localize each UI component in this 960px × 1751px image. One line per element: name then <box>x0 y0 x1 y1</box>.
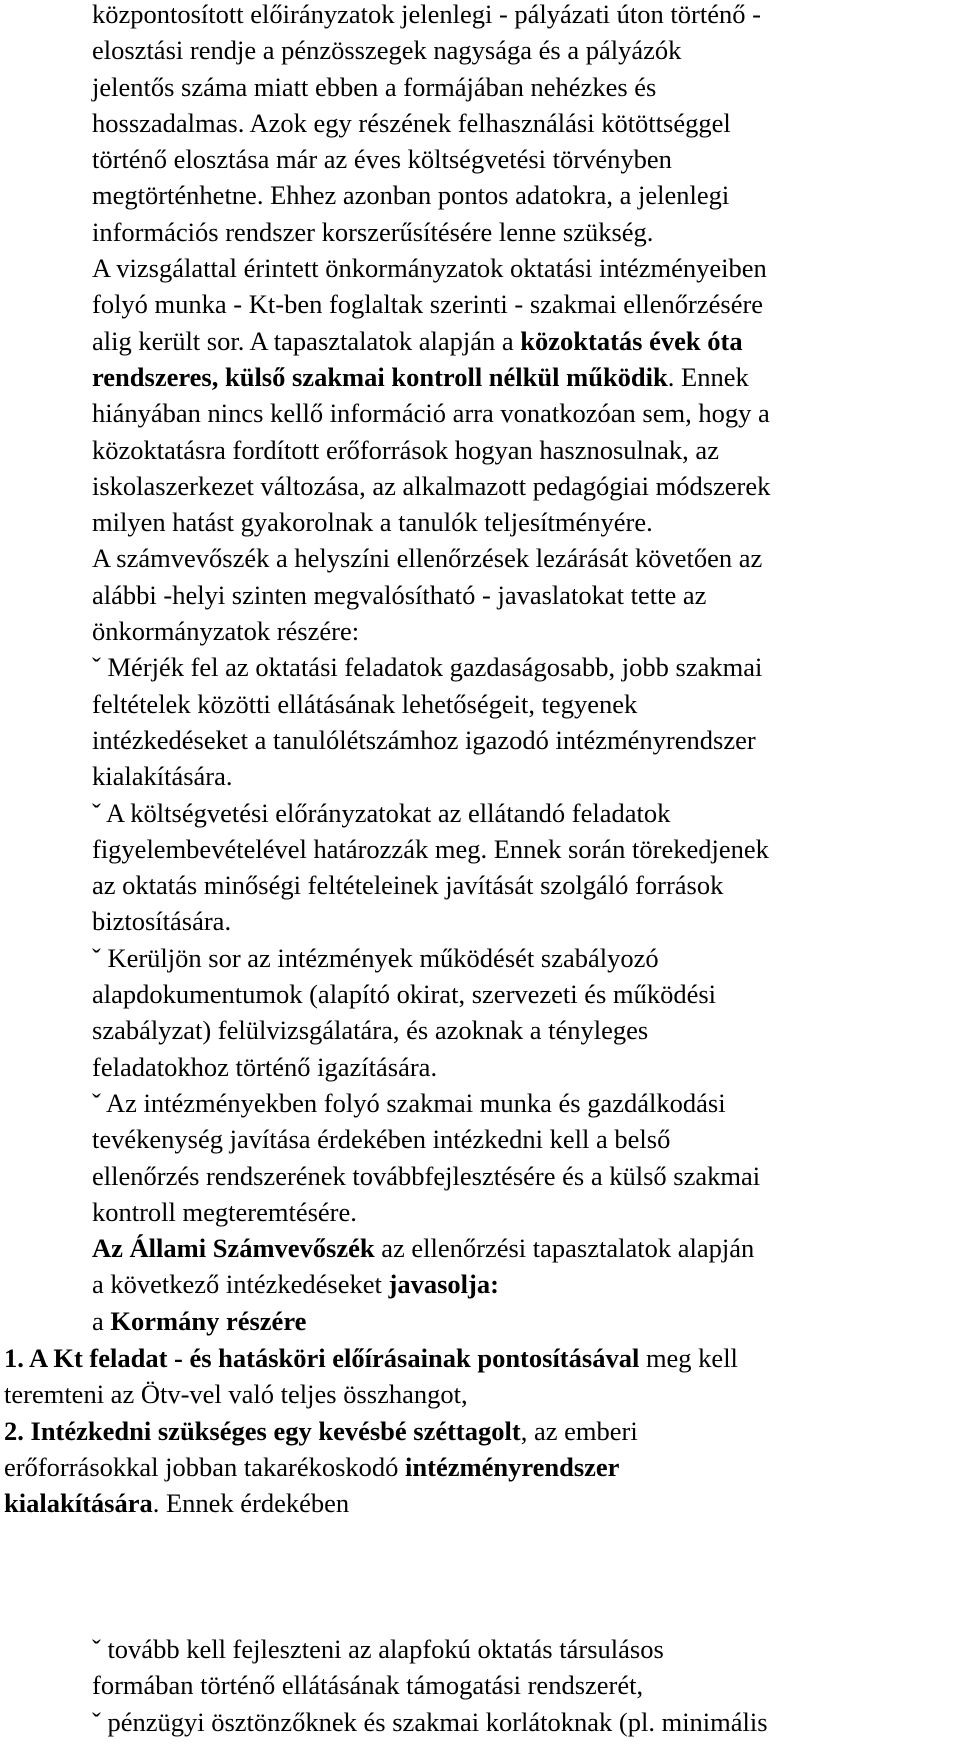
text-line <box>92 69 770 105</box>
text-run: teremteni az Ötv-vel való teljes összhangot, <box>4 1379 468 1410</box>
text-line <box>92 105 770 141</box>
text-line <box>92 0 770 32</box>
text-run: . Ennek érdekében <box>152 1488 350 1519</box>
text-line <box>4 1376 738 1412</box>
text-line <box>92 540 770 576</box>
text-line <box>92 831 770 867</box>
text-line <box>92 649 770 685</box>
text-line <box>92 1230 770 1266</box>
text-run: ˇ pénzügyi ösztönzőknek és szakmai korlátoknak (pl. minimális <box>92 1706 768 1737</box>
text-line <box>92 1085 770 1121</box>
text-line <box>92 177 770 213</box>
text-line <box>92 903 770 939</box>
text-run: az oktatás minőségi feltételeinek javítását szolgáló források <box>92 870 724 901</box>
text-run: milyen hatást gyakorolnak a tanulók teljesítményére. <box>92 507 653 538</box>
text-line <box>92 613 770 649</box>
text-run: hiányában nincs kellő információ arra vonatkozóan sem, hogy a <box>92 398 770 429</box>
text-run: A számvevőszék a helyszíni ellenőrzések lezárását követően az <box>92 543 763 574</box>
text-run: jelentős száma miatt ebben a formájában nehézkes és <box>92 71 657 102</box>
text-run: ˇ A költségvetési előrányzatokat az ellátandó feladatok <box>92 797 671 828</box>
text-run: közoktatásra fordított erőforrások hogyan hasznosulnak, az <box>92 434 719 465</box>
text-line <box>92 722 770 758</box>
text-run: hosszadalmas. Azok egy részének felhasználási kötöttséggel <box>92 107 731 138</box>
text-line <box>92 468 770 504</box>
text-run: kialakítására. <box>92 761 233 792</box>
text-line <box>92 1012 770 1048</box>
text-run: alábbi -helyi szinten megvalósítható - javaslatokat tette az <box>92 579 707 610</box>
text-line <box>92 1158 770 1194</box>
text-line <box>4 1340 738 1376</box>
text-line <box>92 795 770 831</box>
text-line <box>92 976 770 1012</box>
text-line <box>92 758 770 794</box>
text-run: folyó munka - Kt-ben foglaltak szerinti - szakmai ellenőrzésére <box>92 289 764 320</box>
text-run: alapdokumentumok (alapító okirat, szervezeti és működési <box>92 979 717 1010</box>
text-line <box>92 1194 770 1230</box>
text-run: kontroll megteremtésére. <box>92 1196 357 1227</box>
text-run: intézkedéseket a tanulólétszámhoz igazodó intézményrendszer <box>92 724 756 755</box>
text-run: meg kell <box>639 1343 738 1373</box>
bold-text: rendszeres, külső szakmai kontroll nélkül működik <box>92 361 668 392</box>
recommendation-sublist <box>0 1631 768 1740</box>
text-line <box>4 1485 738 1521</box>
bold-text: 1. A Kt feladat - és hatásköri előírásainak pontosításával <box>4 1343 640 1373</box>
text-run: a <box>92 1305 111 1336</box>
text-line <box>92 686 770 722</box>
bold-text: Az Állami Számvevőszék <box>92 1233 375 1264</box>
text-run: megtörténhetne. Ehhez azonban pontos adatokra, a jelenlegi <box>92 180 730 211</box>
text-line <box>92 867 770 903</box>
text-run: formában történő ellátásának támogatási rendszerét, <box>92 1670 644 1701</box>
text-line <box>92 940 770 976</box>
text-run: biztosítására. <box>92 906 232 937</box>
text-line <box>92 1049 770 1085</box>
text-line <box>92 1121 770 1157</box>
text-line <box>4 1449 738 1485</box>
bold-text: közoktatás évek óta <box>520 325 743 356</box>
text-run: tevékenység javítása érdekében intézkedni kell a belső <box>92 1124 671 1155</box>
text-line <box>92 1631 768 1667</box>
text-run: figyelembevételével határozzák meg. Ennek során törekedjenek <box>92 833 769 864</box>
text-run: ellenőrzés rendszerének továbbfejlesztésére és a külső szakmai <box>92 1160 761 1191</box>
text-run: ˇ Kerüljön sor az intézmények működését szabályozó <box>92 942 659 973</box>
text-line <box>92 1266 770 1302</box>
text-run: a következő intézkedéseket <box>92 1269 389 1300</box>
text-run: feladatokhoz történő igazítására. <box>92 1051 438 1082</box>
text-line <box>92 1303 770 1339</box>
text-run: szabályzat) felülvizsgálatára, és azoknak a tényleges <box>92 1015 649 1046</box>
bold-text: javasolja: <box>388 1269 499 1300</box>
text-run: ˇ tovább kell fejleszteni az alapfokú oktatás társulásos <box>92 1634 664 1664</box>
bold-text: 2. Intézkedni szükséges egy kevésbé széttagolt <box>4 1415 521 1446</box>
text-run: ˇ Az intézményekben folyó szakmai munka és gazdálkodási <box>92 1087 726 1118</box>
text-run: iskolaszerkezet változása, az alkalmazott pedagógiai módszerek <box>92 470 771 501</box>
text-line <box>92 359 770 395</box>
text-line <box>92 32 770 68</box>
text-line <box>92 577 770 613</box>
text-run: feltételek közötti ellátásának lehetőségeit, tegyenek <box>92 688 638 719</box>
text-run: önkormányzatok részére: <box>92 616 360 647</box>
text-run: , az emberi <box>520 1415 638 1446</box>
text-line <box>4 1413 738 1449</box>
text-line <box>92 1704 768 1740</box>
text-run: . Ennek <box>667 361 749 392</box>
text-line <box>92 395 770 431</box>
text-line <box>92 504 770 540</box>
text-run: történő elosztása már az éves költségvetési törvényben <box>92 144 672 175</box>
bold-text: kialakítására <box>4 1488 153 1519</box>
text-line <box>92 250 770 286</box>
text-run: elosztási rendje a pénzösszegek nagysága és a pályázók <box>92 35 682 66</box>
text-run: információs rendszer korszerűsítésére lenne szükség. <box>92 216 654 247</box>
text-run: alig került sor. A tapasztalatok alapján a <box>92 325 521 356</box>
bold-text: Kormány részére <box>110 1305 307 1336</box>
text-run: központosított előirányzatok jelenlegi - pályázati úton történő - <box>92 0 761 29</box>
recommendation-list <box>0 1340 738 1521</box>
text-run: az ellenőrzési tapasztalatok alapján <box>374 1233 755 1264</box>
text-line <box>92 286 770 322</box>
text-run: erőforrásokkal jobban takarékoskodó <box>4 1451 406 1482</box>
text-line <box>92 214 770 250</box>
text-line <box>92 1667 768 1703</box>
text-run: ˇ Mérjék fel az oktatási feladatok gazdaságosabb, jobb szakmai <box>92 652 763 683</box>
text-run: A vizsgálattal érintett önkormányzatok oktatási intézményeiben <box>92 253 767 284</box>
bold-text: intézményrendszer <box>405 1451 620 1482</box>
text-line <box>92 323 770 359</box>
text-line <box>92 141 770 177</box>
text-line <box>92 432 770 468</box>
